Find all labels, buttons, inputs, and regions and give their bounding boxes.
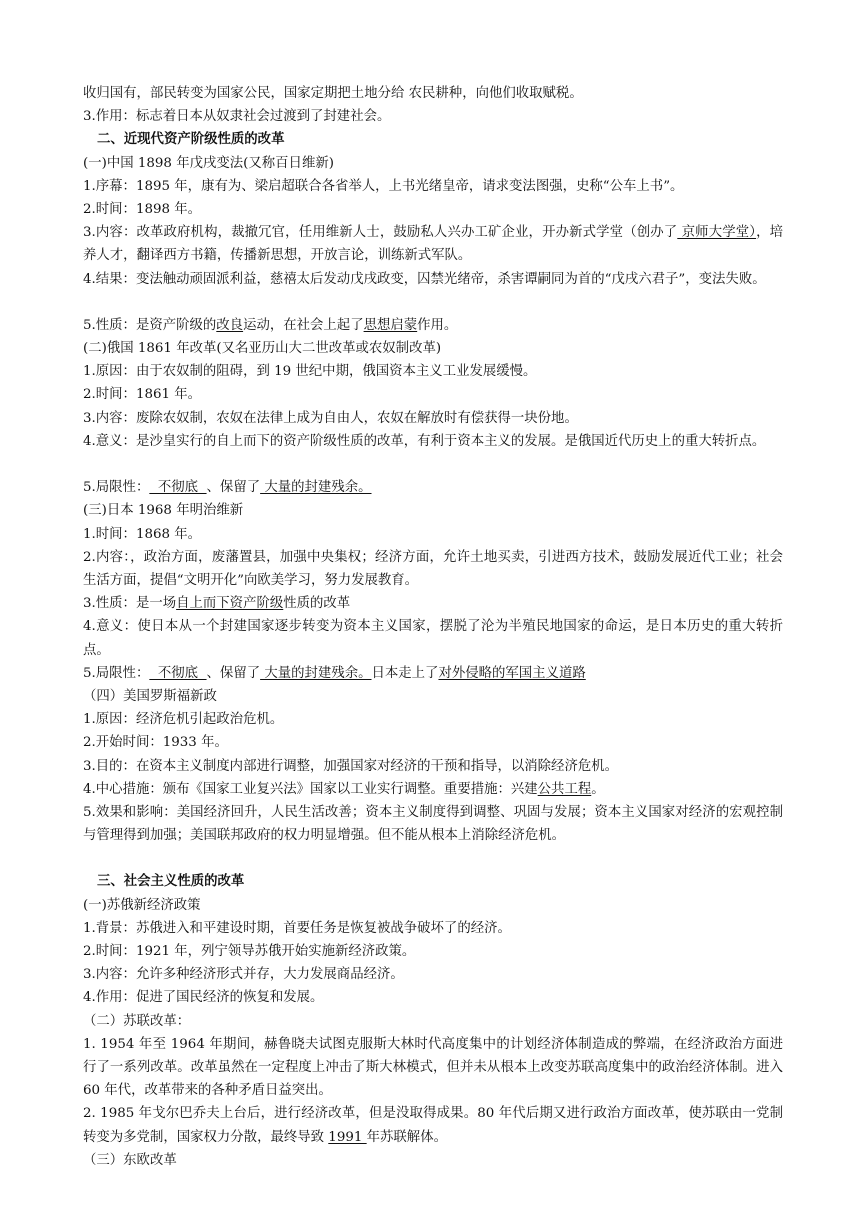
list-item: 2.时间：1861 年。 bbox=[83, 387, 202, 403]
underlined-answer: 思想启蒙 bbox=[363, 317, 418, 333]
underlined-answer: 对外侵略的军国主义道路 bbox=[438, 665, 586, 681]
list-item: 2.时间：1898 年。 bbox=[83, 201, 202, 217]
text: 3.性质：是一场 bbox=[83, 596, 177, 612]
text: 。 bbox=[591, 781, 605, 797]
list-item: 2.时间：1921 年，列宁领导苏俄开始实施新经济政策。 bbox=[83, 944, 416, 960]
subsection-heading: (一)中国 1898 年戊戌变法(又称百日维新) bbox=[83, 155, 334, 171]
underlined-answer: 改良 bbox=[216, 317, 244, 333]
underlined-answer: 1991 bbox=[328, 1129, 367, 1145]
underlined-answer: 公共工程 bbox=[537, 781, 592, 797]
list-item: 4.意义：使日本从一个封建国家逐步转变为资本主义国家，摆脱了沦为半殖民地国家的命运，是日本历史的重大转折点。 bbox=[83, 619, 783, 658]
text: 、保留了 bbox=[206, 665, 261, 681]
underlined-answer: 不彻底 bbox=[149, 665, 207, 681]
list-item: 1.原因：由于农奴制的阻碍，到 19 世纪中期，俄国资本主义工业发展缓慢。 bbox=[83, 364, 537, 380]
paragraph: 收归国有，部民转变为国家公民，国家定期把土地分给 农民耕种，向他们收取赋税。 bbox=[83, 86, 583, 101]
list-item: 2.开始时间：1933 年。 bbox=[83, 735, 228, 751]
underlined-answer: 大量的封建残余。 bbox=[260, 480, 372, 496]
subsection-heading: （二）苏联改革： bbox=[83, 1013, 191, 1029]
underlined-answer: 不彻底 bbox=[149, 480, 207, 496]
underlined-answer: 大量的封建残余。 bbox=[260, 665, 372, 681]
list-item: 1.序幕：1895 年，康有为、梁启超联合各省举人，上书光绪皇帝，请求变法图强，史称“公车上书”。 bbox=[83, 178, 684, 194]
list-item bbox=[83, 592, 783, 615]
subsection-heading: (三)日本 1968 年明治维新 bbox=[83, 503, 244, 519]
list-item: 3.目的：在资本主义制度内部进行调整，加强国家对经济的干预和指导，以消除经济危机。 bbox=[83, 758, 619, 774]
document-body bbox=[83, 82, 783, 1172]
paragraph: 3.作用：标志着日本从奴隶社会过渡到了封建社会。 bbox=[83, 109, 391, 125]
text: 、保留了 bbox=[206, 480, 261, 496]
text: 5.性质：是资产阶级的 bbox=[83, 317, 217, 333]
list-item: 4.意义：是沙皇实行的自上而下的资产阶级性质的改革，有利于资本主义的发展。是俄国近代历史上的重大转折点。 bbox=[83, 433, 766, 449]
list-item: 3.内容：废除农奴制，农奴在法律上成为自由人，农奴在解放时有偿获得一块份地。 bbox=[83, 410, 578, 426]
text: ，培养人才，翻译西方书籍，传播新思想，开放言论，训练新式军队。 bbox=[83, 225, 784, 264]
section-heading: 三、社会主义性质的改革 bbox=[97, 873, 245, 890]
list-item: 1.时间：1868 年。 bbox=[83, 526, 202, 542]
text: 作用。 bbox=[417, 317, 458, 333]
list-item bbox=[83, 1102, 783, 1148]
subsection-heading: (二)俄国 1861 年改革(又名亚历山大二世改革或农奴制改革) bbox=[83, 341, 442, 357]
list-item: 1.原因：经济危机引起政治危机。 bbox=[83, 712, 284, 728]
text: 日本走上了 bbox=[371, 665, 439, 681]
list-item: 5.效果和影响：美国经济回升，人民生活改善；资本主义制度得到调整、巩固与发展；资本主义国家对经济的宏观控制与管理得到加强；美国联邦政府的权力明显增强。但不能从根本上消除经济危机。 bbox=[83, 804, 783, 844]
list-item: 1. 1954 年至 1964 年期间，赫鲁晓夫试图克服斯大林时代高度集中的计划经济体制造成的弊端，在经济政治方面进行了一系列改革。改革虽然在一定程度上冲击了斯大林模式，但并未从根本上改变苏联高度集中的政治经济体制。进入 60 年代，改革带来的各种矛盾日益突出。 bbox=[83, 1036, 783, 1099]
list-item bbox=[83, 662, 783, 685]
text: 3.内容：改革政府机构，裁撤冗官，任用维新人士，鼓励私人兴办工矿企业，开办新式学堂（创办了 bbox=[83, 225, 678, 241]
subsection-heading: （三）东欧改革 bbox=[83, 1152, 177, 1168]
text: 性质的改革 bbox=[283, 596, 351, 612]
list-item: 3.内容：允许多种经济形式并存，大力发展商品经济。 bbox=[83, 967, 404, 983]
list-item: 2.内容：，政治方面，废藩置县，加强中央集权；经济方面，允许土地买卖，引进西方技术，鼓励发展近代工业；社会生活方面，提倡“文明开化”向欧美学习，努力发展教育。 bbox=[83, 549, 783, 588]
text: 5.局限性： bbox=[83, 480, 150, 496]
list-item: 4.作用：促进了国民经济的恢复和发展。 bbox=[83, 990, 324, 1006]
text: 2. 1985 年戈尔巴乔夫上台后，进行经济改革，但是没取得成果。80 年代后期又进行政治方面改革，使苏联由一党制转变为多党制，国家权力分散，最终导致 bbox=[83, 1106, 783, 1145]
text: 运动，在社会上起了 bbox=[243, 317, 364, 333]
list-item bbox=[83, 476, 783, 499]
section-heading: 二、近现代资产阶级性质的改革 bbox=[97, 131, 285, 148]
text: 4.中心措施：颁布《国家工业复兴法》国家以工业实行调整。重要措施：兴建 bbox=[83, 781, 538, 797]
subsection-heading: (一)苏俄新经济政策 bbox=[83, 897, 201, 913]
underlined-answer: 自上而下资产阶级 bbox=[176, 596, 284, 612]
list-item bbox=[83, 314, 783, 337]
underlined-answer: 京师大学堂） bbox=[677, 225, 757, 241]
list-item: 1.背景：苏俄进入和平建设时期，首要任务是恢复被战争破坏了的经济。 bbox=[83, 920, 511, 936]
list-item bbox=[83, 221, 783, 267]
list-item: 4.结果：变法触动顽固派利益，慈禧太后发动戊戌政变，囚禁光绪帝，杀害谭嗣同为首的“戊戌六君子”，变法失败。 bbox=[83, 271, 766, 287]
list-item bbox=[83, 778, 783, 801]
subsection-heading: （四）美国罗斯福新政 bbox=[83, 688, 217, 704]
text: 年苏联解体。 bbox=[366, 1129, 447, 1145]
text: 5.局限性： bbox=[83, 665, 150, 681]
